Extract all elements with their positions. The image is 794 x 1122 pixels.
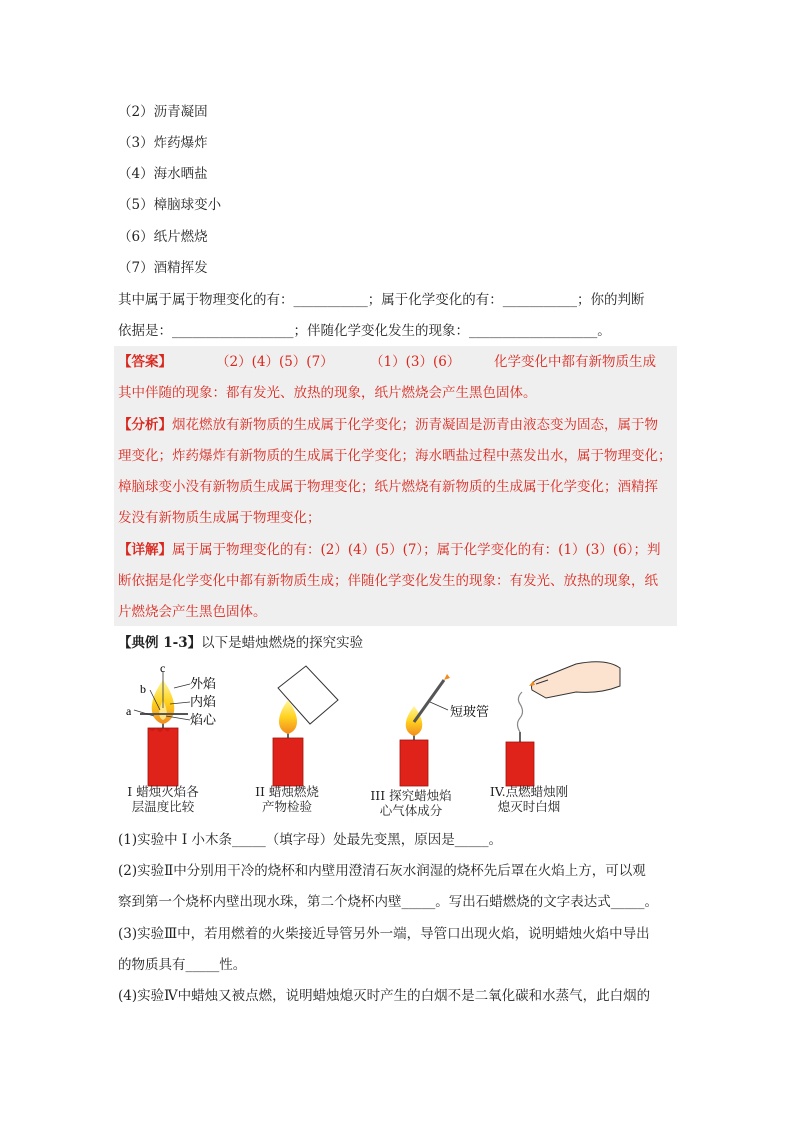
caption-fig-3 [356,788,466,818]
option-4: （4）海水晒盐 [118,166,208,182]
figure-4-candle [506,662,620,786]
answer-basis: 化学变化中都有新物质生成 [494,354,656,370]
figure-3-candle [400,674,450,786]
detail-line-2: 断依据是化学变化中都有新物质生成；伴随化学变化发生的现象：有发光、放热的现象，纸 [118,573,658,589]
example-label: 【典例 1-3】 [118,635,202,651]
answer-line-2: 其中伴随的现象：都有发光、放热的现象，纸片燃烧会产生黑色固体。 [118,385,537,401]
answer-physical: （2）(4）(5）(7） [216,354,334,370]
experiment-figures [118,660,678,820]
label-b: b [140,682,146,696]
label-inner-flame: 内焰 [190,695,217,710]
label-flame-core: 焰心 [190,713,217,728]
caption-fig-2-line-2: 产物检验 [261,799,312,814]
label-outer-flame: 外焰 [190,677,217,692]
answer-label: 【答案】 [118,354,172,370]
analysis-line-2: 理变化；炸药爆炸有新物质的生成属于化学变化；海水晒盐过程中蒸发出水，属于物理变化； [118,448,672,464]
option-2: （2）沥青凝固 [118,104,208,120]
caption-fig-2 [242,784,332,814]
detail-line-1 [118,540,661,560]
analysis-text-1: 烟花燃放有新物质的生成属于化学变化；沥青凝固是沥青由液态变为固态，属于物 [172,417,658,433]
detail-line-3: 片燃烧会产生黑色固体。 [118,604,267,620]
sub-question-2-line-2: 察到第一个烧杯内壁出现水珠，第二个烧杯内壁_____。写出石蜡燃烧的文字表达式_____。 [118,894,658,910]
analysis-line-4: 发没有新物质生成属于物理变化； [118,510,321,526]
analysis-line-1 [118,415,658,435]
question-line-1: 其中属于属于物理变化的有：___________；属于化学变化的有：___________；你的判断 [118,292,645,308]
example-title: 以下是蜡烛燃烧的探究实验 [201,635,364,651]
caption-fig-3-line-2: 心气体成分 [379,803,443,818]
caption-fig-4-line-1: IV.点燃蜡烛刚 [489,784,569,799]
example-heading [118,633,363,653]
figure-2-candle [273,666,338,786]
analysis-label: 【分析】 [118,417,172,433]
caption-fig-1 [118,784,208,814]
detail-text-1: 属于属于物理变化的有：(2）(4）(5）(7）；属于化学变化的有：(1）(3）(6）；判 [172,542,661,558]
caption-fig-1-line-1: I 蜡烛火焰各 [127,784,199,799]
detail-label: 【详解】 [118,542,172,558]
caption-fig-1-line-2: 层温度比较 [131,799,195,814]
caption-fig-3-line-1: III 探究蜡烛焰 [370,788,452,803]
caption-fig-2-line-1: II 蜡烛燃烧 [255,784,319,799]
label-glass-tube: 短玻管 [450,705,490,720]
option-5: （5）樟脑球变小 [118,197,222,213]
sub-question-1: (1)实验中 I 小木条_____（填字母）处最先变黑，原因是_____。 [118,832,503,848]
option-6: （6）纸片燃烧 [118,229,208,245]
label-c: c [160,661,166,675]
option-7: （7）酒精挥发 [118,260,208,276]
analysis-line-3: 樟脑球变小没有新物质生成属于物理变化；纸片燃烧有新物质的生成属于化学变化；酒精挥 [118,479,658,495]
question-line-2: 依据是：__________________；伴随化学变化发生的现象：___________________。 [118,323,611,339]
caption-fig-4-line-2: 熄灭时白烟 [497,799,561,814]
sub-question-3-line-2: 的物质具有_____性。 [118,957,247,973]
label-a: a [126,704,132,718]
sub-question-2-line-1: (2)实验Ⅱ中分别用干冷的烧杯和内壁用澄清石灰水润湿的烧杯先后罩在火焰上方，可以观 [118,863,646,879]
answer-chemical: （1）(3）(6） [370,354,461,370]
option-3: （3）炸药爆炸 [118,135,208,151]
sub-question-4-line-1: (4)实验Ⅳ中蜡烛又被点燃，说明蜡烛熄灭时产生的白烟不是二氧化碳和水蒸气，此白烟的 [118,988,651,1004]
sub-question-3-line-1: (3)实验Ⅲ中，若用燃着的火柴接近导管另外一端，导管口出现火焰，说明蜡烛火焰中导出 [118,926,650,942]
caption-fig-4 [474,784,584,814]
answer-line-1 [118,352,656,372]
